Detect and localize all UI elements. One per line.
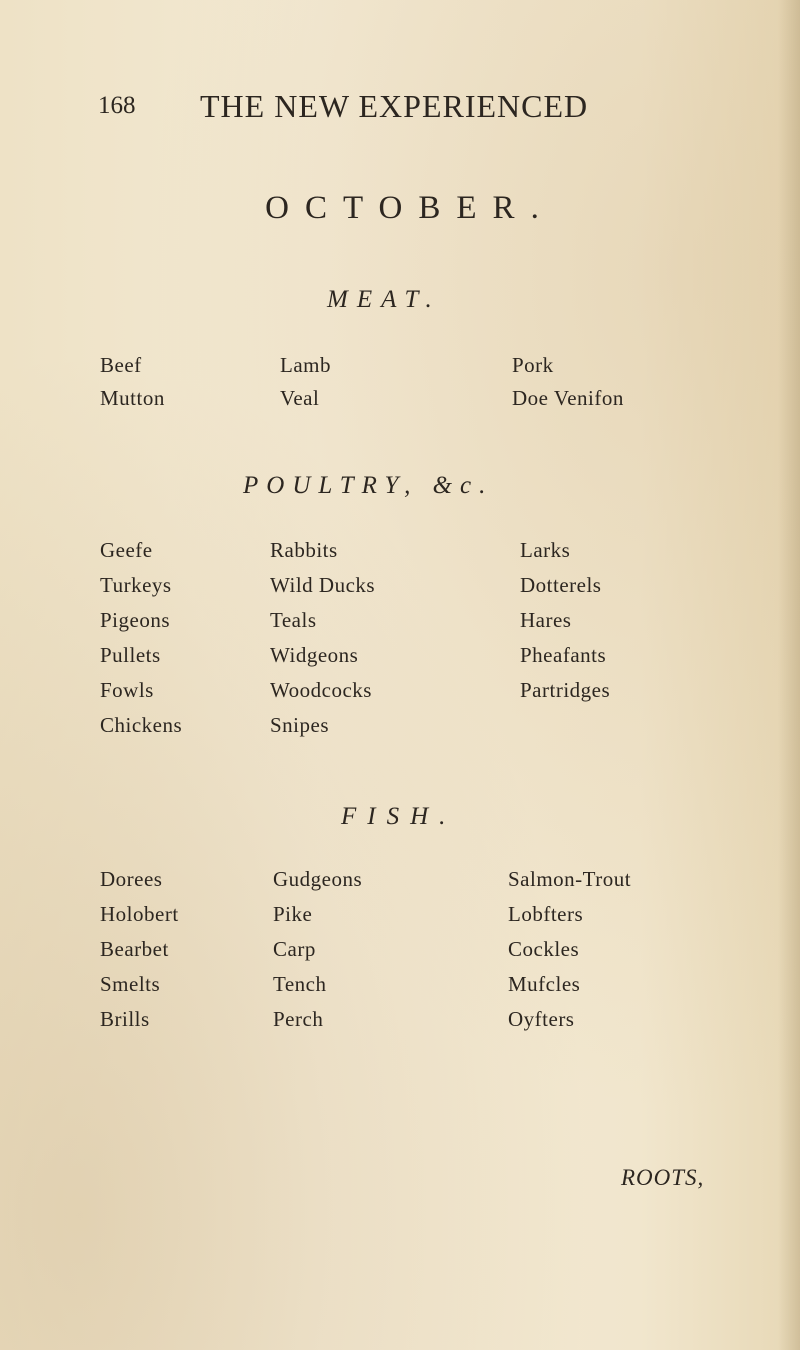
fish-item: Dorees bbox=[100, 867, 163, 891]
running-head bbox=[0, 88, 800, 128]
fish-item: Cockles bbox=[508, 937, 580, 961]
poultry-row bbox=[0, 643, 800, 675]
fish-row bbox=[0, 1007, 800, 1039]
fish-item: Oyfters bbox=[508, 1007, 575, 1031]
fish-item: Brills bbox=[100, 1007, 150, 1031]
poultry-item: Teals bbox=[270, 608, 317, 632]
poultry-item: Widgeons bbox=[270, 643, 359, 667]
poultry-row bbox=[0, 538, 800, 570]
poultry-row bbox=[0, 713, 800, 745]
fish-item: Carp bbox=[273, 937, 316, 961]
poultry-item: Geefe bbox=[100, 538, 153, 562]
poultry-item: Pheafants bbox=[520, 643, 607, 667]
fish-row bbox=[0, 902, 800, 934]
meat-item: Veal bbox=[280, 386, 320, 410]
month-title: OCTOBER. bbox=[265, 190, 555, 226]
meat-item: Pork bbox=[512, 353, 554, 377]
fish-row bbox=[0, 937, 800, 969]
meat-item: Beef bbox=[100, 353, 142, 377]
meat-item: Lamb bbox=[280, 353, 331, 377]
running-title: THE NEW EXPERIENCED bbox=[200, 88, 589, 124]
meat-item: Mutton bbox=[100, 386, 165, 410]
fish-item: Gudgeons bbox=[273, 867, 363, 891]
fish-item: Lobfters bbox=[508, 902, 584, 926]
fish-heading: FISH. bbox=[341, 803, 457, 830]
poultry-item: Pullets bbox=[100, 643, 161, 667]
meat-row bbox=[0, 353, 800, 385]
poultry-item: Chickens bbox=[100, 713, 183, 737]
poultry-row bbox=[0, 573, 800, 605]
meat-row bbox=[0, 386, 800, 418]
poultry-item: Dotterels bbox=[520, 573, 602, 597]
page-number: 168 bbox=[98, 92, 136, 119]
poultry-item: Pigeons bbox=[100, 608, 171, 632]
fish-item: Smelts bbox=[100, 972, 161, 996]
fish-item: Pike bbox=[273, 902, 313, 926]
poultry-item: Rabbits bbox=[270, 538, 338, 562]
catchword: ROOTS, bbox=[621, 1165, 705, 1190]
poultry-row bbox=[0, 608, 800, 640]
meat-heading: MEAT. bbox=[327, 286, 441, 313]
fish-item: Tench bbox=[273, 972, 327, 996]
fish-item: Holobert bbox=[100, 902, 179, 926]
poultry-row bbox=[0, 678, 800, 710]
poultry-heading: POULTRY, &c. bbox=[243, 472, 494, 499]
poultry-item: Turkeys bbox=[100, 573, 172, 597]
poultry-item: Partridges bbox=[520, 678, 611, 702]
meat-item: Doe Venifon bbox=[512, 386, 624, 410]
poultry-item: Wild Ducks bbox=[270, 573, 376, 597]
fish-item: Mufcles bbox=[508, 972, 581, 996]
poultry-item: Fowls bbox=[100, 678, 154, 702]
fish-row bbox=[0, 972, 800, 1004]
poultry-item: Snipes bbox=[270, 713, 330, 737]
poultry-item: Woodcocks bbox=[270, 678, 372, 702]
fish-item: Bearbet bbox=[100, 937, 169, 961]
fish-row bbox=[0, 867, 800, 899]
fish-item: Salmon-Trout bbox=[508, 867, 632, 891]
fish-item: Perch bbox=[273, 1007, 324, 1031]
poultry-item: Larks bbox=[520, 538, 571, 562]
poultry-item: Hares bbox=[520, 608, 572, 632]
